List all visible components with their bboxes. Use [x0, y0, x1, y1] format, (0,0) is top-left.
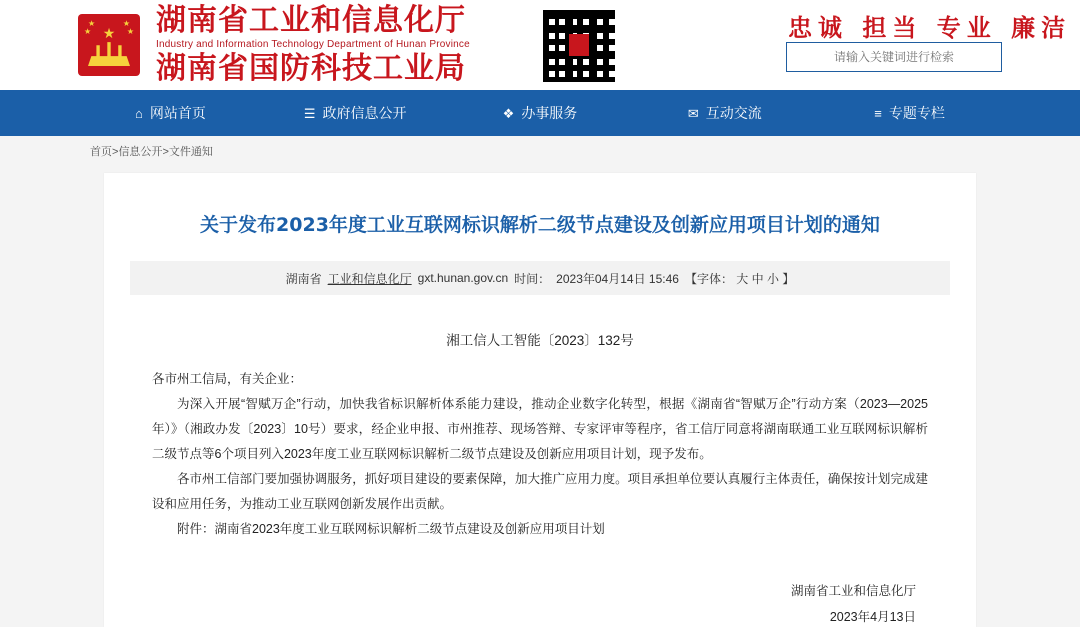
article-salutation: 各市州工信局，有关企业： — [152, 372, 303, 386]
home-icon: ⌂ — [134, 105, 143, 121]
nav-item-label: 政府信息公开 — [322, 105, 407, 121]
article-paragraph-2: 各市州工信部门要加强协调服务，抓好项目建设的要素保障，加大推广应用力度。项目承担单位要认真履行主体责任，确保按计划完成建设和应用任务，为推动工业互联网创新发展作出贡献。 — [152, 472, 928, 511]
article-time-label: 时间： — [514, 271, 551, 286]
layers-icon: ≡ — [874, 105, 882, 121]
font-size-large[interactable]: 大 — [736, 271, 749, 286]
font-size-label: 【字体： — [684, 271, 733, 286]
breadcrumb — [0, 136, 1080, 162]
nav-item-label: 网站首页 — [149, 105, 206, 121]
national-emblem-icon — [78, 14, 140, 76]
org-name-line1: 湖南省工业和信息化厅 — [156, 3, 466, 38]
breadcrumb-separator: > — [162, 146, 169, 158]
article-signature — [104, 578, 916, 627]
signature-date: 2023年4月13日 — [829, 610, 916, 624]
article-sheet — [104, 173, 976, 627]
service-icon: ❖ — [502, 105, 515, 121]
qr-code-icon — [543, 10, 615, 82]
article-paragraph-1: 为深入开展“智赋万企”行动，加快我省标识解析体系能力建设，推动企业数字化转型，根据《湖南省“智赋万企”行动方案（2023—2025年）》（湘政办发〔2023〕10号）要求，经企业申报、市州推荐、现场答辩、专家评审等程序，省工信厅同意将湖南联通工业互联网标识解析二级节点等6个项目列入2023年度工业互联网标识解析二级节点建设及创新应用项目计划，现予发布。 — [152, 397, 928, 461]
emblem-gate — [88, 40, 130, 66]
font-size-controls — [685, 270, 794, 287]
nav-item-label: 互动交流 — [705, 105, 762, 121]
signature-org: 湖南省工业和信息化厅 — [790, 584, 916, 598]
main-navigation — [0, 90, 1080, 136]
site-slogan: 忠诚 担当 专业 廉洁 — [788, 14, 1072, 42]
article-source-domain: gxt.hunan.gov.cn — [417, 271, 509, 285]
nav-item-label: 办事服务 — [521, 105, 578, 121]
qr-code-center — [569, 34, 589, 56]
page-title: 关于发布2023年度工业互联网标识解析二级节点建设及创新应用项目计划的通知 — [200, 214, 880, 236]
document-number: 湘工信人工智能〔2023〕132号 — [446, 333, 634, 348]
org-name-english: Industry and Information Technology Department of Hunan Province — [156, 39, 470, 50]
article-source-link[interactable]: 工业和信息化厅 — [327, 271, 412, 286]
nav-item-label: 专题专栏 — [888, 105, 945, 121]
font-size-close-bracket: 】 — [782, 271, 795, 286]
emblem-small-stars: ★ ★ ★ ★ — [84, 19, 134, 36]
breadcrumb-item-home[interactable]: 首页 — [90, 146, 112, 158]
emblem-star: ★ — [102, 25, 116, 41]
nav-item-interaction[interactable] — [632, 103, 817, 123]
search-box[interactable] — [786, 42, 1002, 72]
site-header — [0, 0, 1080, 90]
nav-item-home[interactable] — [78, 103, 263, 123]
article-source-prefix: 湖南省 — [285, 271, 322, 286]
breadcrumb-item-notice[interactable]: 文件通知 — [168, 146, 213, 158]
chat-icon: ✉ — [687, 105, 699, 121]
site-title-block — [156, 5, 470, 85]
search-input[interactable] — [787, 43, 1001, 71]
nav-item-government-info[interactable] — [263, 103, 448, 123]
article-body — [152, 367, 928, 542]
document-icon: ☰ — [303, 105, 316, 121]
article-meta-bar — [130, 261, 950, 295]
breadcrumb-item-info[interactable]: 信息公开 — [118, 146, 163, 158]
article-time-value: 2023年04月14日 15:46 — [556, 271, 679, 286]
font-size-small[interactable]: 小 — [767, 271, 780, 286]
nav-item-topics[interactable] — [817, 103, 1002, 123]
breadcrumb-separator: > — [112, 146, 119, 158]
article-attachment: 附件：湖南省2023年度工业互联网标识解析二级节点建设及创新应用项目计划 — [177, 522, 605, 536]
org-name-line2: 湖南省国防科技工业局 — [156, 51, 466, 86]
nav-item-services[interactable] — [448, 103, 633, 123]
font-size-medium[interactable]: 中 — [751, 271, 764, 286]
